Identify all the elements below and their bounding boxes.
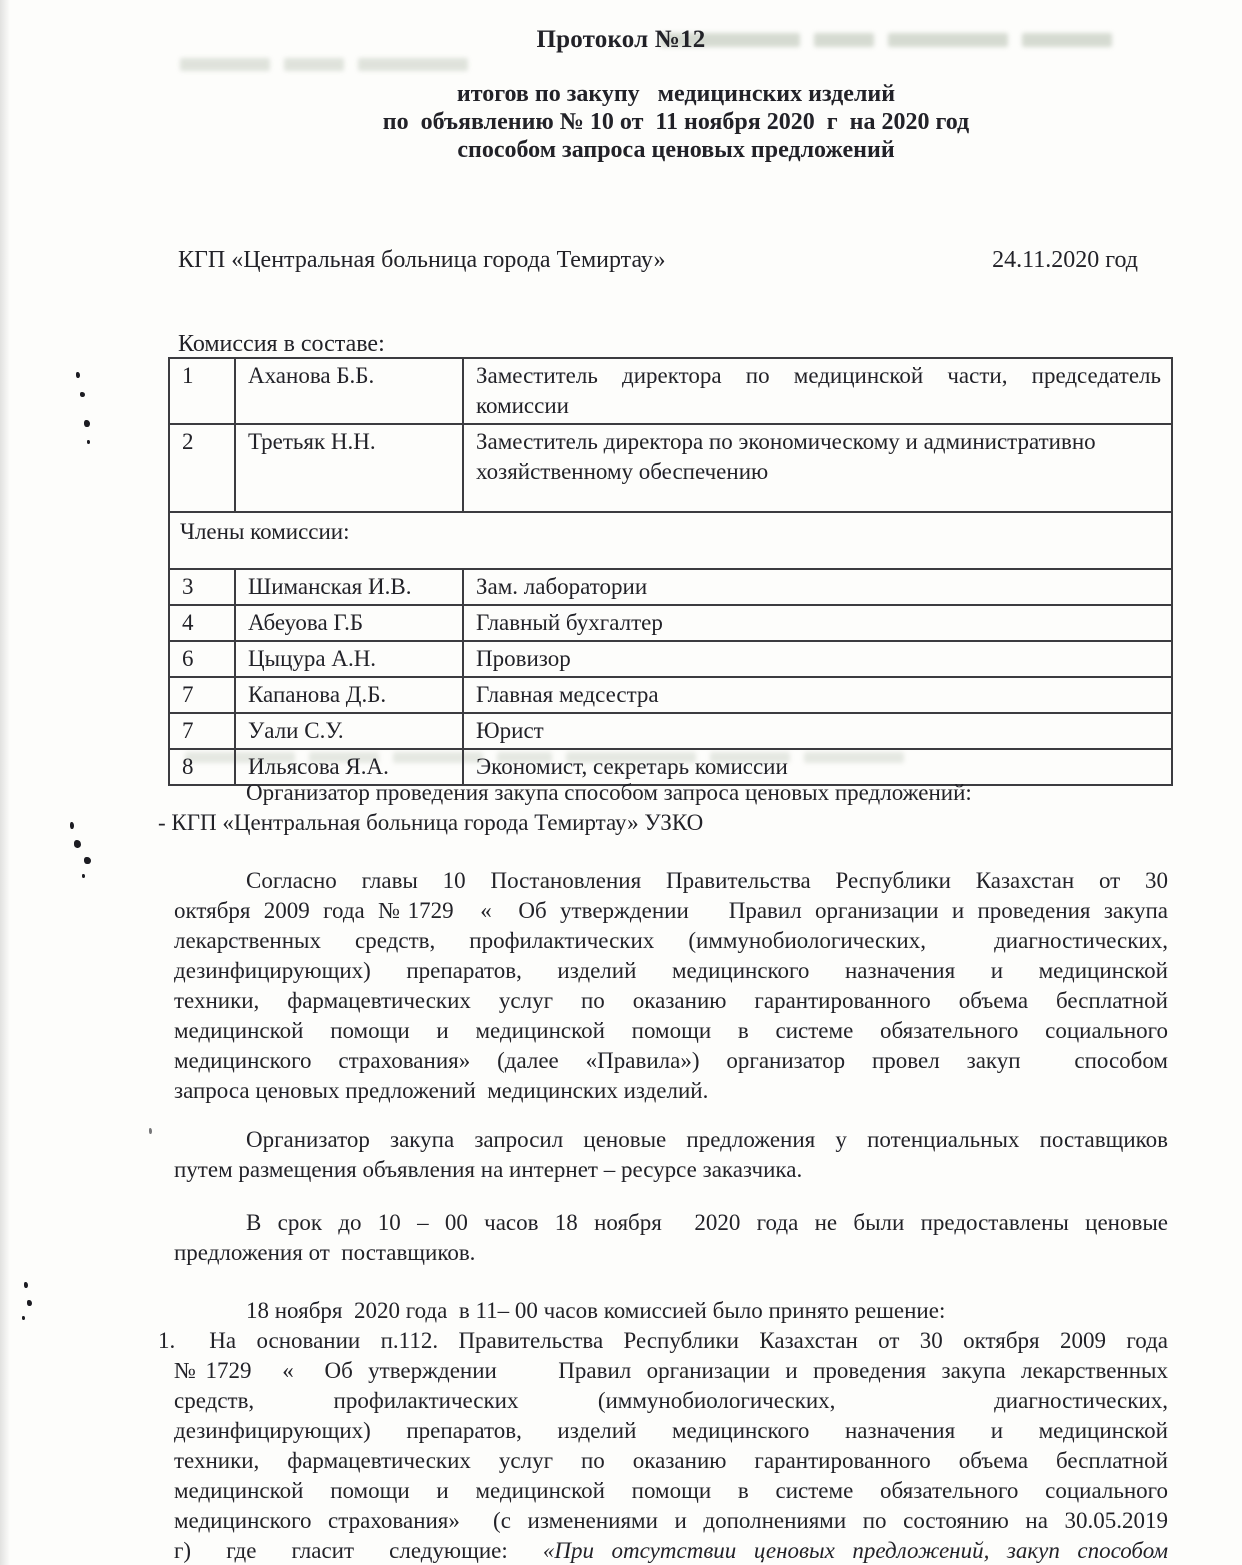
- text-segment: дезинфицирующих) препаратов, изделий медицинского назначения и медицинской: [174, 958, 1168, 983]
- text-segment: 1.: [158, 1328, 176, 1353]
- text-segment: техники, фармацевтических услуг по оказанию гарантированного объема бесплатной: [174, 1448, 1168, 1473]
- paragraph-line: [174, 1296, 1168, 1326]
- cell-name: Аханова Б.Б.: [234, 359, 462, 423]
- text-segment: - КГП «Центральная больница города Темиртау» УЗКО: [158, 810, 704, 835]
- ink-speck: [87, 440, 90, 444]
- paragraph-legal-basis: [174, 866, 1168, 1106]
- paragraph-line: [174, 1076, 1168, 1106]
- cell-role: Главный бухгалтер: [462, 606, 1171, 640]
- ink-speck: [24, 1282, 28, 1288]
- text-segment: «При отсутствии ценовых предложений, закуп способом: [542, 1538, 1168, 1563]
- ink-speck: [22, 1316, 25, 1320]
- ink-speck: [80, 392, 85, 397]
- table-row: [170, 678, 1171, 714]
- cell-number: 7: [182, 682, 194, 707]
- document-body: [158, 778, 1168, 1565]
- document-subtitle-line: по объявлению № 10 от 11 ноября 2020 г на 2020 год: [382, 109, 970, 135]
- cell-name: Ильясова Я.А.: [234, 750, 462, 784]
- ink-speck: [27, 1300, 32, 1306]
- text-segment: лекарственных средств, профилактических (иммунобиологических, диагностических,: [174, 928, 1168, 953]
- paragraph-line: [174, 1016, 1168, 1046]
- paragraph-line: [174, 1046, 1168, 1076]
- cell-number: 3: [182, 574, 194, 599]
- table-row: [170, 359, 1171, 425]
- text-segment: средств, профилактических (иммунобиологических, диагностических,: [174, 1388, 1168, 1413]
- cell-name: Уали С.У.: [234, 714, 462, 748]
- commission-table: [168, 357, 1173, 786]
- text-segment: дезинфицирующих) препаратов, изделий медицинского назначения и медицинской: [174, 1418, 1168, 1443]
- paragraph-line: [174, 956, 1168, 986]
- table-row: [170, 606, 1171, 642]
- paragraph-decision-item-1: [158, 1326, 1168, 1565]
- text-segment: Согласно главы 10 Постановления Правительства Республики Казахстан от 30: [246, 868, 1168, 893]
- commission-intro-label: Комиссия в составе:: [178, 331, 385, 357]
- cell-number: 1: [182, 363, 194, 388]
- ink-speck: [84, 420, 90, 427]
- text-segment: №1729 « Об утверждении Правил организации и проведения закупа лекарственных: [174, 1358, 1168, 1383]
- cell-role: Провизор: [462, 642, 1171, 676]
- paragraph-line: [158, 1326, 1168, 1356]
- text-segment: Организатор закупа запросил ценовые предложения у потенциальных поставщиков: [246, 1127, 1168, 1152]
- cell-number: 8: [182, 754, 194, 779]
- org-date-line: [178, 247, 1138, 274]
- cell-name: Цыцура А.Н.: [234, 642, 462, 676]
- table-row: [170, 570, 1171, 606]
- ink-speck: [76, 372, 80, 378]
- text-segment: октября 2009 года №1729 « Об утверждении Правил организации и проведения закупа: [174, 898, 1168, 923]
- text-segment: В срок до 10 – 00 часов 18 ноября 2020 года не были предоставлены ценовые: [246, 1210, 1168, 1235]
- paragraph-line: [174, 1238, 1168, 1268]
- text-segment: Организатор проведения закупа способом запроса ценовых предложений:: [246, 780, 972, 805]
- text-segment: медицинского страхования» (с изменениями и дополнениями по состоянию на 30.05.2019: [174, 1508, 1168, 1533]
- cell-number: 6: [182, 646, 194, 671]
- cell-number: 7: [182, 718, 194, 743]
- document-title: Протокол №12: [536, 26, 706, 53]
- ink-speck: [149, 1128, 152, 1134]
- paragraph-line: [174, 1125, 1168, 1155]
- text-segment: медицинской помощи и медицинской помощи в системе обязательного социального: [174, 1018, 1168, 1043]
- document-subtitle-line: способом запроса ценовых предложений: [457, 137, 895, 163]
- text-segment: путем размещения объявления на интернет – ресурсе заказчика.: [174, 1157, 803, 1182]
- cell-number: 4: [182, 610, 194, 635]
- paragraph-decision-intro: [174, 1296, 1168, 1326]
- text-segment: 18 ноября 2020 года в 11– 00 часов комиссией было принято решение:: [246, 1298, 946, 1323]
- text-segment: медицинской помощи и медицинской помощи в системе обязательного социального: [174, 1478, 1168, 1503]
- table-row: [170, 642, 1171, 678]
- cell-name: Третьяк Н.Н.: [234, 425, 462, 511]
- ink-speck: [70, 822, 74, 829]
- paragraph-line: [174, 1356, 1168, 1386]
- bleedthrough-artifact: [180, 58, 468, 71]
- paragraph-line: [174, 1536, 1168, 1565]
- text-segment: запроса ценовых предложений медицинских изделий.: [174, 1078, 709, 1103]
- scan-edge-shadow: [0, 0, 10, 1565]
- paragraph-line: [174, 1155, 1168, 1185]
- paragraph-organizer: [158, 778, 1168, 838]
- paragraph-line: [174, 1208, 1168, 1238]
- paragraph-line: [174, 896, 1168, 926]
- cell-name: Капанова Д.Б.: [234, 678, 462, 712]
- document-subtitle-line: итогов по закупу медицинских изделий: [456, 81, 896, 107]
- ink-speck: [74, 840, 81, 848]
- paragraph-line: [174, 778, 1168, 808]
- paragraph-line: [174, 1506, 1168, 1536]
- text-segment: техники, фармацевтических услуг по оказанию гарантированного объема бесплатной: [174, 988, 1168, 1013]
- cell-role: Экономист, секретарь комиссии: [462, 750, 1171, 784]
- cell-role: Главная медсестра: [462, 678, 1171, 712]
- text-segment: г) где гласит следующие:: [174, 1538, 543, 1563]
- paragraph-line: [174, 1386, 1168, 1416]
- paragraph-line: [174, 866, 1168, 896]
- cell-role: Заместитель директора по медицинской части, председатель комиссии: [462, 359, 1171, 423]
- cell-role: Зам. лаборатории: [462, 570, 1171, 604]
- text-segment: медицинского страхования» (далее «Правила») организатор провел закуп способом: [174, 1048, 1168, 1073]
- paragraph-line: [174, 1476, 1168, 1506]
- paragraph-line: [174, 1416, 1168, 1446]
- paragraph-line: [158, 808, 1168, 838]
- organization-name: КГП «Центральная больница города Темиртау»: [178, 247, 666, 273]
- paragraph-line: [174, 926, 1168, 956]
- cell-name: Абеуова Г.Б: [234, 606, 462, 640]
- table-section-label: Члены комиссии:: [180, 519, 350, 544]
- protocol-date: 24.11.2020 год: [992, 247, 1138, 273]
- table-row: [170, 425, 1171, 513]
- cell-role: Заместитель директора по экономическому и административно хозяйственному обеспечению: [462, 425, 1171, 511]
- paragraph-request-to-suppliers: [174, 1125, 1168, 1185]
- cell-number: 2: [182, 429, 194, 454]
- table-row: [170, 714, 1171, 750]
- text-segment: предложения от поставщиков.: [174, 1240, 476, 1265]
- paragraph-line: [174, 986, 1168, 1016]
- cell-role: Юрист: [462, 714, 1171, 748]
- ink-speck: [84, 857, 91, 864]
- text-segment: На основании п.112. Правительства Республики Казахстан от 30 октября 2009 года: [209, 1328, 1168, 1353]
- ink-speck: [82, 874, 85, 878]
- paragraph-no-offers: [174, 1208, 1168, 1268]
- cell-name: Шиманская И.В.: [234, 570, 462, 604]
- table-section-row: [170, 513, 1171, 570]
- paragraph-line: [174, 1446, 1168, 1476]
